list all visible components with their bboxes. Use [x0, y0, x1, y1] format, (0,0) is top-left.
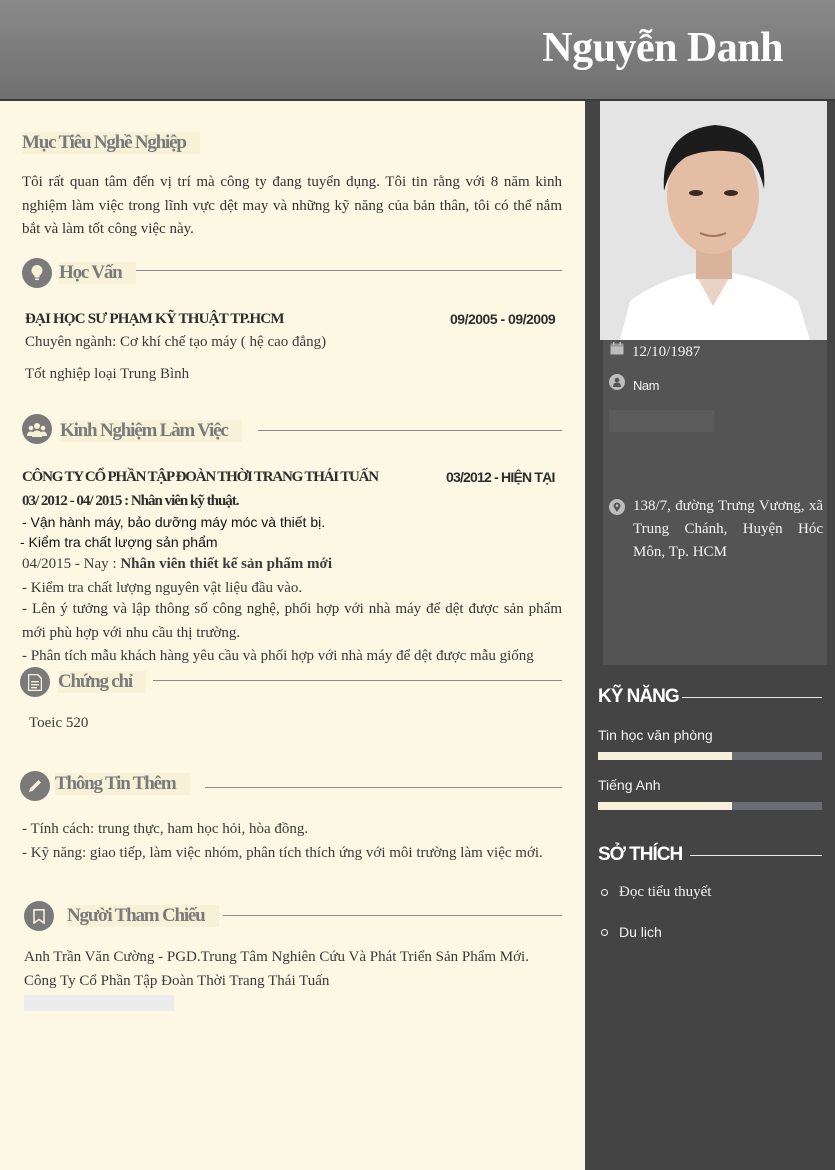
- education-period: 09/2005 - 09/2009: [450, 311, 556, 327]
- location-pin-icon: [609, 499, 625, 515]
- bullet-icon: [601, 889, 608, 896]
- hobby-text: Đọc tiểu thuyết: [619, 884, 712, 900]
- extra-info-divider: [205, 787, 562, 788]
- portrait-image: [600, 101, 827, 340]
- objective-heading: Mục Tiêu Nghề Nghiệp: [22, 132, 200, 154]
- skill-fill-office: [598, 752, 732, 760]
- education-heading: Học Vấn: [59, 262, 136, 284]
- duty-4: - Lên ý tưởng và lập thông số công nghệ, phối hợp với nhà máy để dệt được sản phẩm mới phù hợp với nhu cầu thị trường.: [22, 601, 562, 641]
- role-2-title: Nhân viên thiết kế sản phẩm mới: [120, 556, 332, 572]
- role-1: 03/ 2012 - 04/ 2015 : Nhân viên kỹ thuật.: [22, 493, 239, 509]
- objective-text: Tôi rất quan tâm đến vị trí mà công ty đang tuyển dụng. Tôi tin rằng với 8 năm kinh nghiệm làm việc trong lĩnh vực dệt may và những kỹ năng của bản thân, tôi có thể nắm bắt và làm tốt công việc này.: [22, 174, 562, 237]
- lightbulb-icon: [22, 258, 52, 288]
- duty-5: - Phân tích mẫu khách hàng yêu cầu và phối hợp với nhà máy để dệt được mẫu giống: [22, 648, 534, 664]
- reference-line-1: Anh Trần Văn Cường - PGD.Trung Tâm Nghiên Cứu Và Phát Triển Sản Phẩm Mới.: [24, 949, 529, 965]
- address-row: [609, 495, 823, 564]
- address-text: 138/7, đường Trưng Vương, xã Trung Chánh, Huyện Hóc Môn, Tp. HCM: [633, 498, 823, 560]
- reference-divider: [223, 915, 562, 916]
- skill-bar-english: [598, 802, 822, 810]
- hobby-item: [601, 884, 711, 901]
- skill-label-english: Tiếng Anh: [598, 777, 661, 793]
- education-major: Chuyên ngành: Cơ khí chế tạo máy ( hệ cao đẳng): [25, 334, 327, 350]
- duty-1: - Vận hành máy, bảo dưỡng máy móc và thiết bị.: [22, 514, 326, 530]
- group-icon: [22, 414, 52, 444]
- role-2-date: 04/2015 - Nay :: [22, 556, 121, 572]
- certificates-heading: Chứng chỉ: [58, 671, 146, 693]
- hobbies-divider: [690, 855, 822, 856]
- certificate-item: Toeic 520: [29, 715, 89, 731]
- calendar-icon: [609, 341, 624, 356]
- bullet-icon: [601, 929, 608, 936]
- experience-heading: Kinh Nghiệm Làm Việc: [60, 420, 242, 442]
- company-name: CÔNG TY CỔ PHẦN TẬP ĐOÀN THỜI TRANG THÁI TUẤN: [22, 469, 378, 485]
- duty-2: - Kiểm tra chất lượng sản phẩm: [20, 534, 218, 550]
- reference-line-2: Công Ty Cổ Phần Tập Đoàn Thời Trang Thái Tuấn: [24, 973, 330, 989]
- role-2: [22, 554, 332, 574]
- gender-row: [609, 374, 659, 397]
- birthday-text: 12/10/1987: [632, 344, 701, 360]
- skill-label-office: Tin học văn phòng: [598, 727, 713, 743]
- school-name: ĐẠI HỌC SƯ PHẠM KỸ THUẬT TP.HCM: [25, 311, 284, 327]
- pencil-icon: [20, 771, 50, 801]
- user-icon: [609, 374, 625, 390]
- skill-fill-english: [598, 802, 732, 810]
- experience-period: 03/2012 - HIỆN TẠI: [446, 469, 555, 485]
- candidate-name: Nguyễn Danh: [542, 25, 783, 71]
- education-divider: [136, 270, 562, 271]
- extra-info-heading: Thông Tin Thêm: [55, 773, 190, 795]
- birthday-row: [609, 341, 700, 364]
- gender-text: Nam: [633, 378, 659, 393]
- reference-heading: Người Tham Chiếu: [67, 905, 219, 927]
- experience-divider: [258, 430, 562, 431]
- hobby-text: Du lịch: [619, 924, 662, 940]
- skill-bar-office: [598, 752, 822, 760]
- redacted-contact: [24, 995, 174, 1011]
- redacted-phone: [609, 410, 714, 432]
- skills-divider: [682, 697, 822, 698]
- profile-photo: [600, 101, 827, 340]
- duty-3: - Kiểm tra chất lượng nguyên vật liệu đầu vào.: [22, 580, 303, 596]
- extra-line-2: - Kỹ năng: giao tiếp, làm việc nhóm, phân tích thích ứng với môi trường làm việc mới.: [22, 845, 543, 861]
- bookmark-icon: [24, 901, 54, 931]
- education-grade: Tốt nghiệp loại Trung Bình: [25, 366, 190, 382]
- certificates-divider: [153, 680, 562, 681]
- hobby-item: [601, 924, 662, 940]
- skills-heading: KỸ NĂNG: [598, 686, 679, 707]
- header-banner: [0, 0, 835, 101]
- document-icon: [20, 667, 50, 697]
- extra-line-1: - Tính cách: trung thực, ham học hỏi, hòa đồng.: [22, 821, 309, 837]
- hobbies-heading: SỞ THÍCH: [598, 844, 683, 865]
